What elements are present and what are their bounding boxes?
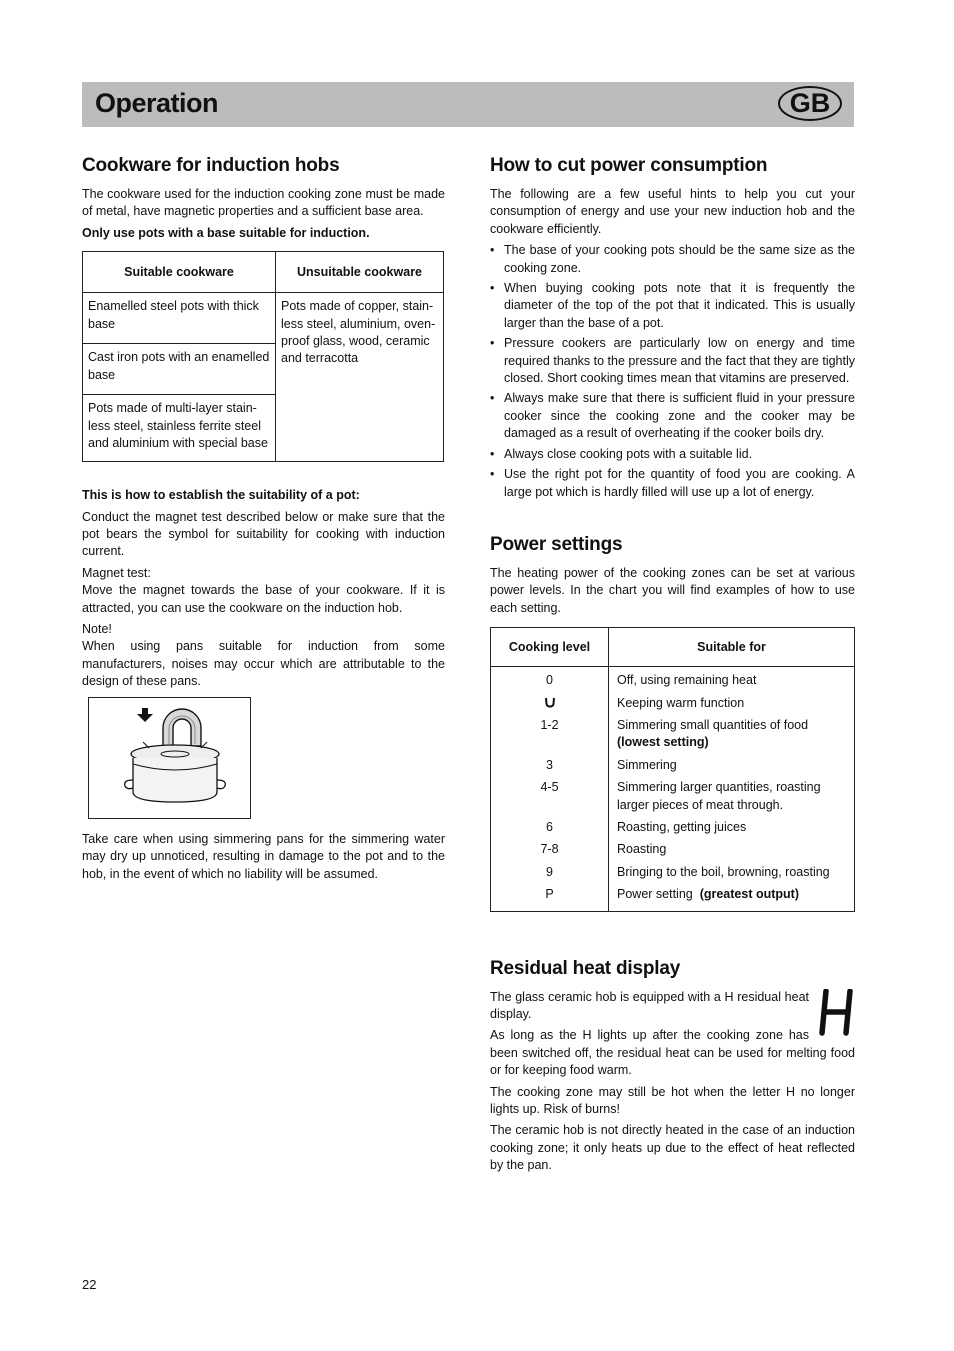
magnet-test-illustration — [88, 697, 251, 819]
h-display-icon — [817, 989, 855, 1037]
page-title: Operation — [95, 88, 219, 118]
left-column — [82, 155, 445, 887]
suitability-text: Conduct the magnet test described below or make sure that the pot bears the symbol for suitability for cooking with induction current. — [82, 509, 445, 559]
unsuitable-cell: Pots made of copper, stain-less steel, aluminium, oven-proof glass, wood, ceramic and terracotta — [276, 293, 444, 462]
cookware-heading: Cookware for induction hobs — [82, 155, 340, 176]
power-consumption-list — [490, 242, 855, 501]
table-row: P Power setting (greatest output) — [491, 884, 855, 911]
list-item: • When buying cooking pots note that it is frequently the diameter of the top of the pot that it indicated. This is usually larger than the base of a pot. — [490, 281, 855, 330]
header-bar — [82, 82, 854, 127]
suitable-for-header: Suitable for — [609, 628, 855, 667]
note-text: When using pans suitable for induction from some manufacturers, noises may occur which are attributable to the design of these pans. — [82, 639, 445, 689]
suitable-cell: Cast iron pots with an enamelled base — [83, 344, 276, 395]
suitability-heading: This is how to establish the suitability of a pot: — [82, 488, 360, 503]
magnet-text: Move the magnet towards the base of your cookware. If it is attracted, you can use the cookware on the induction hob. — [82, 583, 445, 615]
table-row: 7-8 Roasting — [491, 839, 855, 861]
table-row: 4-5 Simmering larger quantities, roasting larger pieces of meat through. — [491, 777, 855, 817]
cookware-table — [82, 251, 444, 462]
residual-heat-heading: Residual heat display — [490, 957, 681, 979]
list-item: • Use the right pot for the quantity of food you are cooking. A large pot which is hardly filled will use up a lot of energy. — [490, 467, 855, 499]
right-column — [490, 155, 855, 1179]
page-number: 22 — [82, 1277, 97, 1292]
residual-heat-p3: The cooking zone may still be hot when the letter H no longer lights up. Risk of burns! — [490, 1084, 855, 1117]
cooking-level-header: Cooking level — [491, 628, 609, 667]
only-use-note: Only use pots with a base suitable for induction. — [82, 225, 370, 240]
power-consumption-intro: The following are a few useful hints to help you cut your consumption of energy and use your new induction hob and the cookware efficiently. — [490, 187, 855, 236]
residual-heat-p1: The glass ceramic hob is equipped with a H residual heat display. — [490, 989, 809, 1021]
suitable-cell: Enamelled steel pots with thick base — [83, 293, 276, 344]
residual-heat-p4: The ceramic hob is not directly heated in the case of an induction cooking zone; it only heats up due to the effect of heat reflected by the pan. — [490, 1123, 855, 1173]
list-item: • The base of your cooking pots should be the same size as the cooking zone. — [490, 243, 855, 275]
country-badge: GB — [778, 86, 842, 121]
table-row: Keeping warm function — [491, 693, 855, 715]
power-consumption-heading: How to cut power consumption — [490, 155, 768, 176]
table-row: 3 Simmering — [491, 755, 855, 777]
table-row: 1-2 Simmering small quantities of food (lowest setting) — [491, 715, 855, 755]
power-settings-heading: Power settings — [490, 533, 623, 555]
table-row: 0 Off, using remaining heat — [491, 667, 855, 693]
table-row: 6 Roasting, getting juices — [491, 817, 855, 839]
magnet-pot-icon — [89, 698, 250, 818]
power-settings-table — [490, 627, 855, 911]
simmer-warning: Take care when using simmering pans for the simmering water may dry up unnoticed, resulting in damage to the pot and to the hob, in the event of which no liability will be assumed. — [82, 831, 445, 881]
keep-warm-icon — [544, 696, 556, 708]
list-item: • Always close cooking pots with a suitable lid. — [490, 446, 753, 461]
residual-heat-section — [490, 989, 855, 1175]
unsuitable-header: Unsuitable cookware — [276, 252, 444, 293]
residual-heat-p2: As long as the H lights up after the cooking zone has been switched off, the residual heat can be used for melting food or for keeping food warm. — [490, 1028, 855, 1078]
magnet-label: Magnet test: — [82, 565, 151, 580]
suitable-cell: Pots made of multi-layer stain-less steel, stainless ferrite steel and aluminium with special base — [83, 395, 276, 462]
table-row: 9 Bringing to the boil, browning, roasting — [491, 862, 855, 884]
note-label: Note! — [82, 622, 112, 637]
cookware-intro: The cookware used for the induction cooking zone must be made of metal, have magnetic properties and a sufficient base area. — [82, 187, 445, 219]
list-item: • Pressure cookers are particularly low on energy and time required thanks to the pressure and the fact that they are tightly closed. Short cooking times mean that vitamins are preserved. — [490, 336, 855, 386]
suitable-header: Suitable cookware — [83, 252, 276, 293]
list-item: • Always make sure that there is sufficient fluid in your pressure cooker since the cooking zone and the cooker may be damaged as a result of overheating if the cooker boils dry. — [490, 391, 855, 441]
power-settings-intro: The heating power of the cooking zones can be set at various power levels. In the chart you will find examples of how to use each setting. — [490, 565, 855, 615]
